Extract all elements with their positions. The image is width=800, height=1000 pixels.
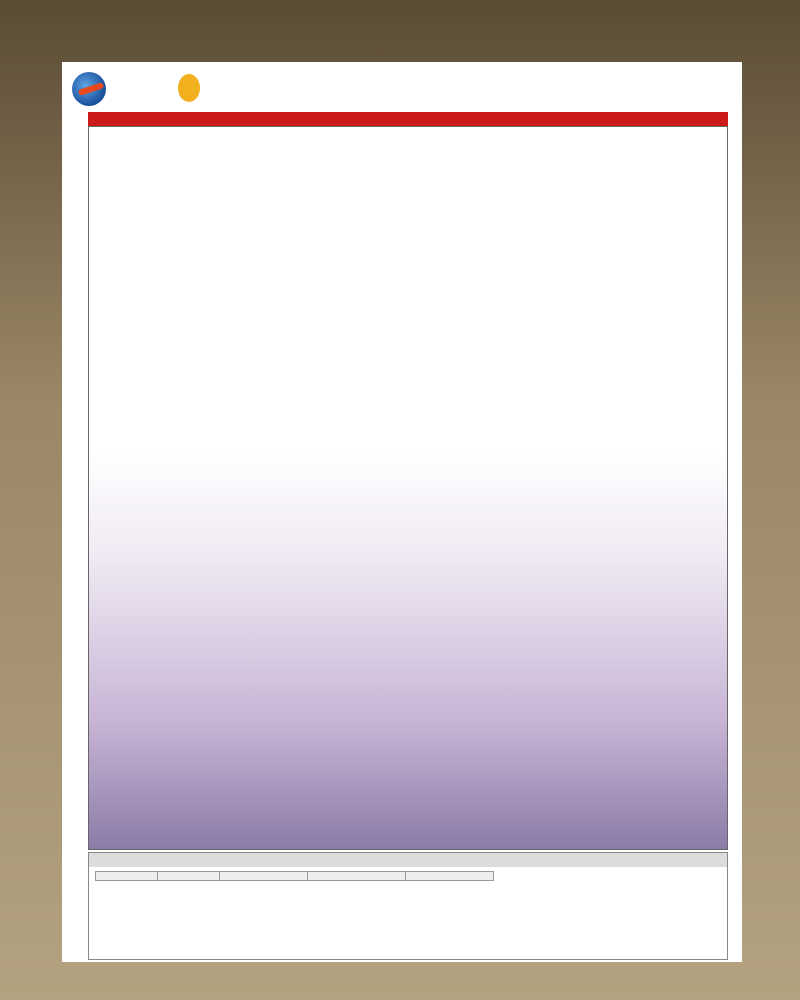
tour-table	[88, 126, 728, 850]
section-title	[88, 112, 728, 126]
col-sales	[158, 872, 220, 881]
contact-title	[89, 853, 727, 867]
col-region	[96, 872, 158, 881]
col-qq	[406, 872, 494, 881]
header	[62, 62, 742, 110]
contact-panel	[88, 852, 728, 960]
brochure-page	[62, 62, 742, 962]
footer	[0, 968, 800, 990]
vista-globe-logo-icon	[72, 72, 106, 106]
col-mobile	[220, 872, 308, 881]
staff-table	[95, 871, 494, 881]
bestone-mascot-icon	[178, 74, 200, 102]
top-banner	[0, 0, 800, 64]
col-landline	[308, 872, 406, 881]
